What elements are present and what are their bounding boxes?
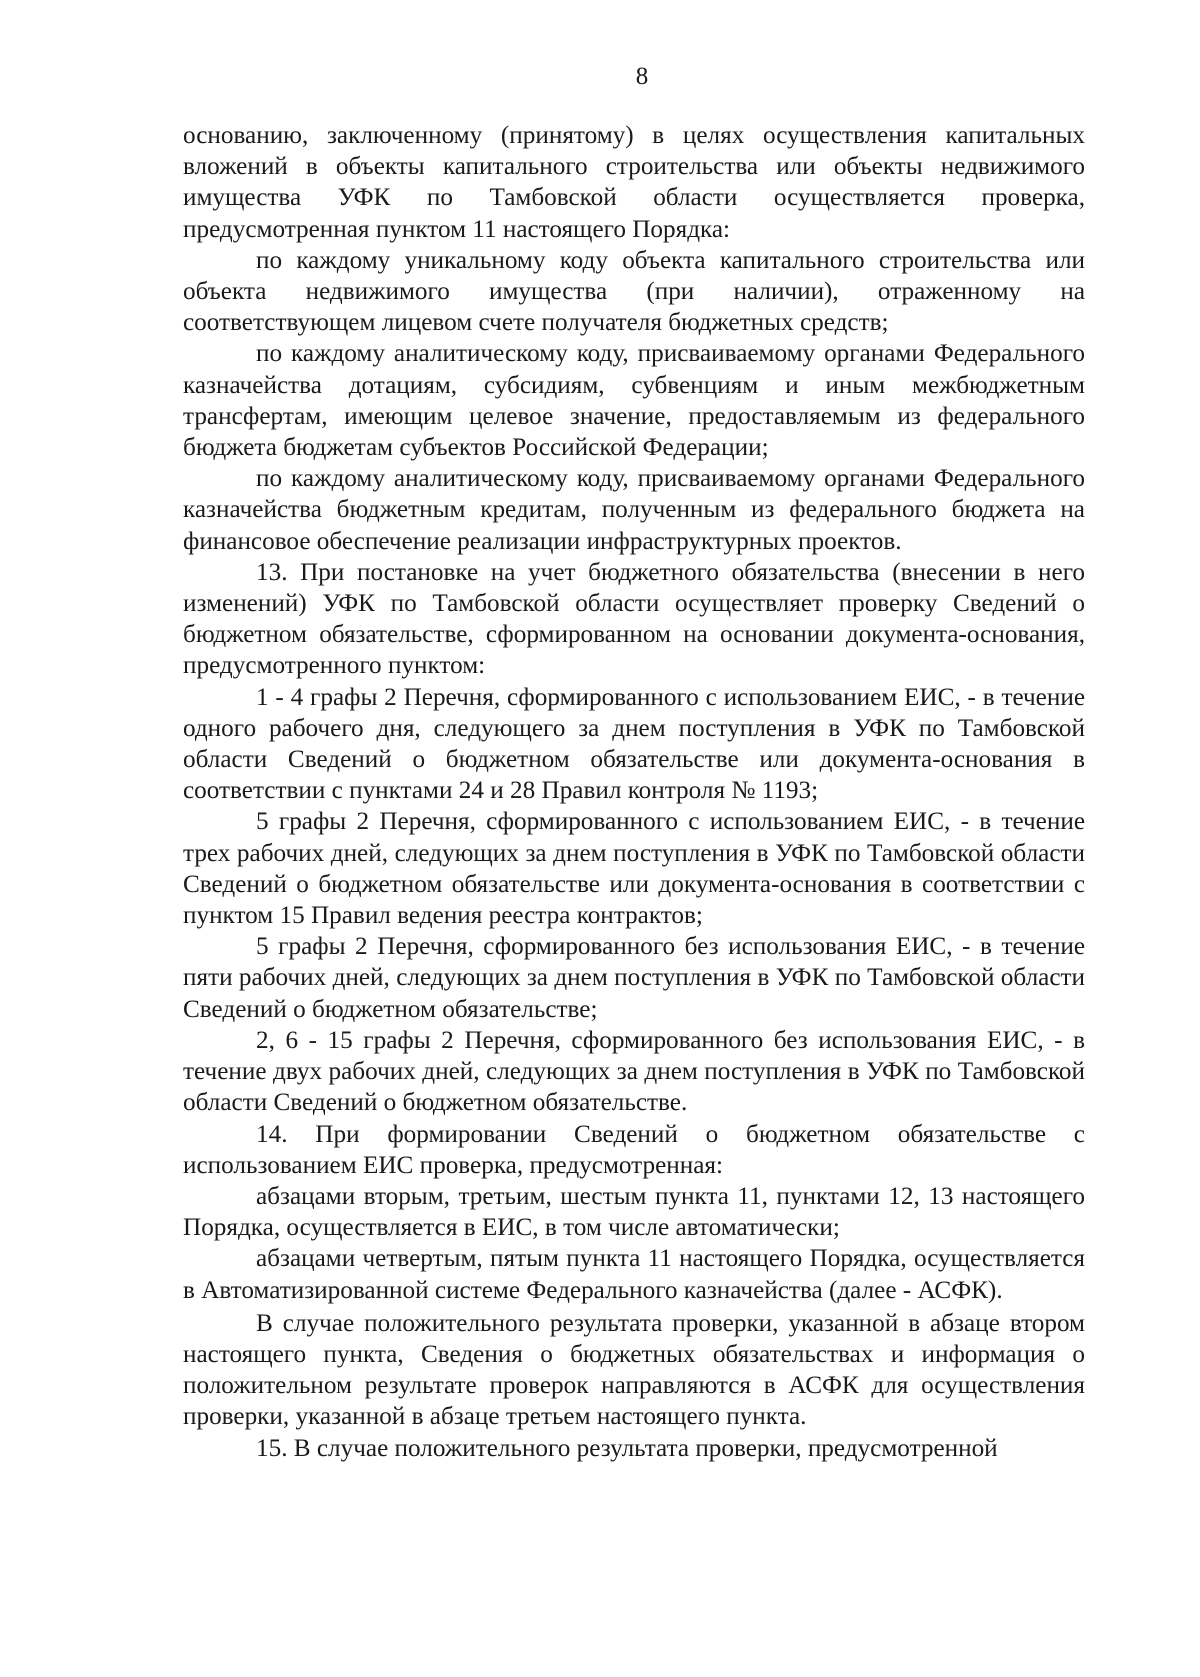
page-number: 8 [635,63,649,90]
paragraph-5: 13. При постановке на учет бюджетного обязательства (внесении в него изменений) УФК по Тамбовской области осуществляет проверку Сведений о бюджетном обязательстве, сформированном на основании документа-основания, предусмотренного пунктом: [183,558,1085,680]
paragraph-13: В случае положительного результата проверки, указанной в абзаце втором настоящего пункта, Сведения о бюджетных обязательствах и информация о положительном результате проверок направляются в АСФК для осуществления проверки, указанной в абзаце третьем настоящего пункта. [183,1309,1085,1431]
paragraph-9: 2, 6 - 15 графы 2 Перечня, сформированного без использования ЕИС, - в течение двух рабочих дней, следующих за днем поступления в УФК по Тамбовской области Сведений о бюджетном обязательстве. [183,1026,1085,1117]
paragraph-11: абзацами вторым, третьим, шестым пункта 11, пунктами 12, 13 настоящего Порядка, осуществляется в ЕИС, в том числе автоматически; [183,1182,1085,1242]
paragraph-12: абзацами четвертым, пятым пункта 11 настоящего Порядка, осуществляется в Автоматизированной системе Федерального казначейства (далее - АСФК). [183,1245,1085,1304]
paragraph-2: по каждому уникальному коду объекта капитального строительства или объекта недвижимого имущества (при наличии), отраженному на соответствующем лицевом счете получателя бюджетных средств; [183,246,1085,337]
document-body [183,120,1085,1464]
paragraph-10: 14. При формировании Сведений о бюджетном обязательстве с использованием ЕИС проверка, предусмотренная: [183,1120,1085,1179]
paragraph-14: 15. В случае положительного результата проверки, предусмотренной [256,1434,998,1462]
paragraph-4: по каждому аналитическому коду, присваиваемому органами Федерального казначейства бюджетным кредитам, полученным из федерального бюджета на финансовое обеспечение реализации инфраструктурных проектов. [183,465,1085,555]
paragraph-1: основанию, заключенному (принятому) в целях осуществления капитальных вложений в объекты капитального строительства или объекты недвижимого имущества УФК по Тамбовской области осуществляется проверка, предусмотренная пунктом 11 настоящего Порядка: [183,122,1085,243]
paragraph-7: 5 графы 2 Перечня, сформированного с использованием ЕИС, - в течение трех рабочих дней, следующих за днем поступления в УФК по Тамбовской области Сведений о бюджетном обязательстве или документа-основания в соответствии с пунктом 15 Правил ведения реестра контрактов; [183,808,1085,930]
paragraph-3: по каждому аналитическому коду, присваиваемому органами Федерального казначейства дотациям, субсидиям, субвенциям и иным межбюджетным трансфертам, имеющим целевое значение, предоставляемым из федерального бюджета бюджетам субъектов Российской Федерации; [183,340,1085,462]
paragraph-8: 5 графы 2 Перечня, сформированного без использования ЕИС, - в течение пяти рабочих дней, следующих за днем поступления в УФК по Тамбовской области Сведений о бюджетном обязательстве; [183,933,1085,1023]
paragraph-6: 1 - 4 графы 2 Перечня, сформированного с использованием ЕИС, - в течение одного рабочего дня, следующего за днем поступления в УФК по Тамбовской области Сведений о бюджетном обязательстве или документа-основания в соответствии с пунктами 24 и 28 Правил контроля № 1193; [183,683,1085,805]
